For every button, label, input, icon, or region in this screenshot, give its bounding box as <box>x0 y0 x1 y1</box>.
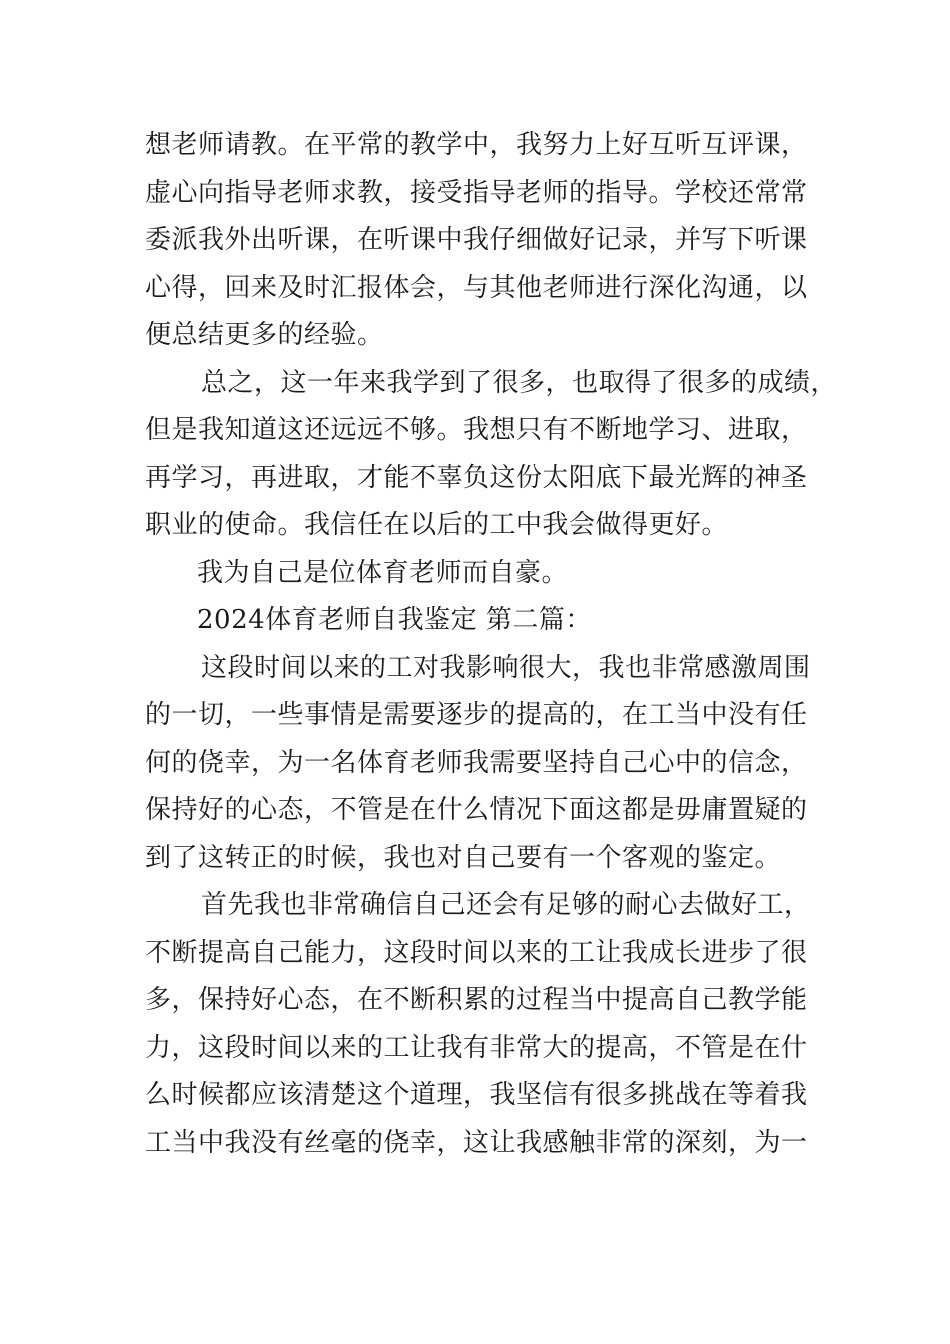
text-line: 么时候都应该清楚这个道理，我坚信有很多挑战在等着我 <box>145 1080 808 1110</box>
paragraph-start-line: 总之，这一年来我学到了很多，也取得了很多的成绩， <box>201 367 838 398</box>
text-line: 想老师请教。在平常的教学中，我努力上好互听互评课， <box>145 130 808 160</box>
section-heading: 2024体育老师自我鉴定 第二篇： <box>197 605 592 635</box>
text-line: 但是我知道这还远远不够。我想只有不断地学习、进取， <box>145 415 808 445</box>
text-line: 的一切，一些事情是需要逐步的提高的，在工当中没有任 <box>145 700 808 730</box>
text-line: 委派我外出听课，在听课中我仔细做好记录，并写下听课 <box>145 225 808 255</box>
text-line: 何的侥幸，为一名体育老师我需要坚持自己心中的信念， <box>145 747 808 778</box>
text-line: 职业的使命。我信任在以后的工中我会做得更好。 <box>145 510 729 540</box>
text-line: 心得，回来及时汇报体会，与其他老师进行深化沟通，以 <box>145 272 808 303</box>
text-line: 不断提高自己能力，这段时间以来的工让我成长进步了很 <box>145 937 808 968</box>
text-line: 力，这段时间以来的工让我有非常大的提高，不管是在什 <box>145 1032 808 1063</box>
text-line: 虚心向指导老师求教，接受指导老师的指导。学校还常常 <box>145 177 808 208</box>
paragraph-start-line: 我为自己是位体育老师而自豪。 <box>197 557 569 588</box>
paragraph-start-line: 首先我也非常确信自己还会有足够的耐心去做好工， <box>201 890 811 920</box>
text-line: 多，保持好心态，在不断积累的过程当中提高自己教学能 <box>145 985 808 1015</box>
text-line: 便总结更多的经验。 <box>145 320 384 350</box>
text-line: 到了这转正的时候，我也对自己要有一个客观的鉴定。 <box>145 842 782 873</box>
document-body <box>145 122 838 1167</box>
text-line: 再学习，再进取，才能不辜负这份太阳底下最光辉的神圣 <box>145 462 808 493</box>
paragraph-start-line: 这段时间以来的工对我影响很大，我也非常感激周围 <box>201 652 811 683</box>
text-line: 保持好的心态，不管是在什么情况下面这都是毋庸置疑的 <box>145 795 808 825</box>
text-line: 工当中我没有丝毫的侥幸，这让我感触非常的深刻，为一 <box>145 1127 808 1158</box>
